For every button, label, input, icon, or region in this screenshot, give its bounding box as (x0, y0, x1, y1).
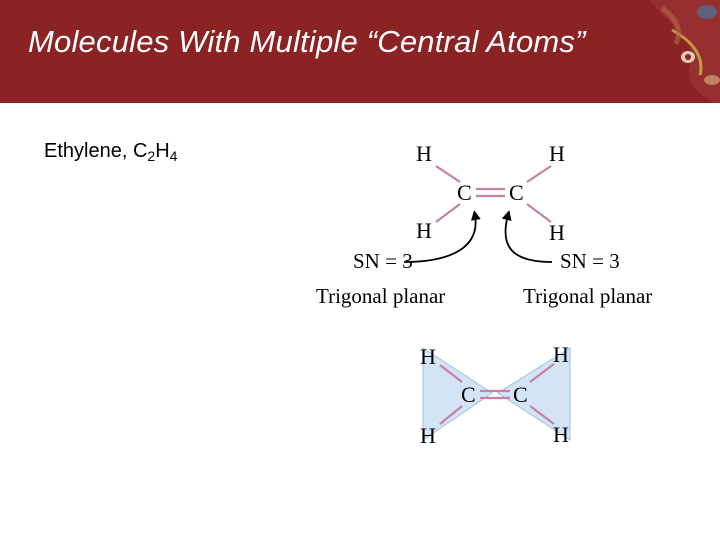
atom-h-top-left: H (416, 141, 432, 166)
steric-number-right: SN = 3 (560, 249, 620, 273)
carbon-subscript: 2 (147, 148, 156, 164)
slide-title: Molecules With Multiple “Central Atoms” (28, 24, 586, 59)
planar-atom-h-top-right: H (553, 342, 569, 367)
atom-h-bottom-right: H (549, 220, 565, 245)
planar-atom-h-top-left: H (420, 344, 436, 369)
arrow-left (404, 215, 476, 262)
planar-structure (420, 342, 570, 448)
bond-h-bottom-left (436, 204, 460, 222)
atom-h-bottom-left: H (416, 218, 432, 243)
hydrogen-subscript: 4 (169, 148, 178, 164)
lewis-bonds (436, 166, 551, 222)
geometry-label-left: Trigonal planar (316, 284, 446, 308)
molecule-name-text: Ethylene, C (44, 140, 148, 162)
planar-atom-h-bottom-right: H (553, 422, 569, 447)
bond-h-top-right (527, 166, 551, 182)
geometry-label-right: Trigonal planar (523, 284, 653, 308)
atom-h-top-right: H (549, 141, 565, 166)
hydrogen-symbol: H (155, 140, 170, 162)
lewis-structure (316, 141, 652, 308)
steric-number-left: SN = 3 (353, 249, 413, 273)
planar-atom-h-bottom-left: H (420, 423, 436, 448)
bond-h-bottom-right (527, 204, 551, 222)
planar-atom-c-right: C (513, 382, 528, 407)
planar-atom-c-left: C (461, 382, 476, 407)
atom-c-left: C (457, 180, 472, 205)
arrow-right (505, 215, 552, 262)
atom-c-right: C (509, 180, 524, 205)
